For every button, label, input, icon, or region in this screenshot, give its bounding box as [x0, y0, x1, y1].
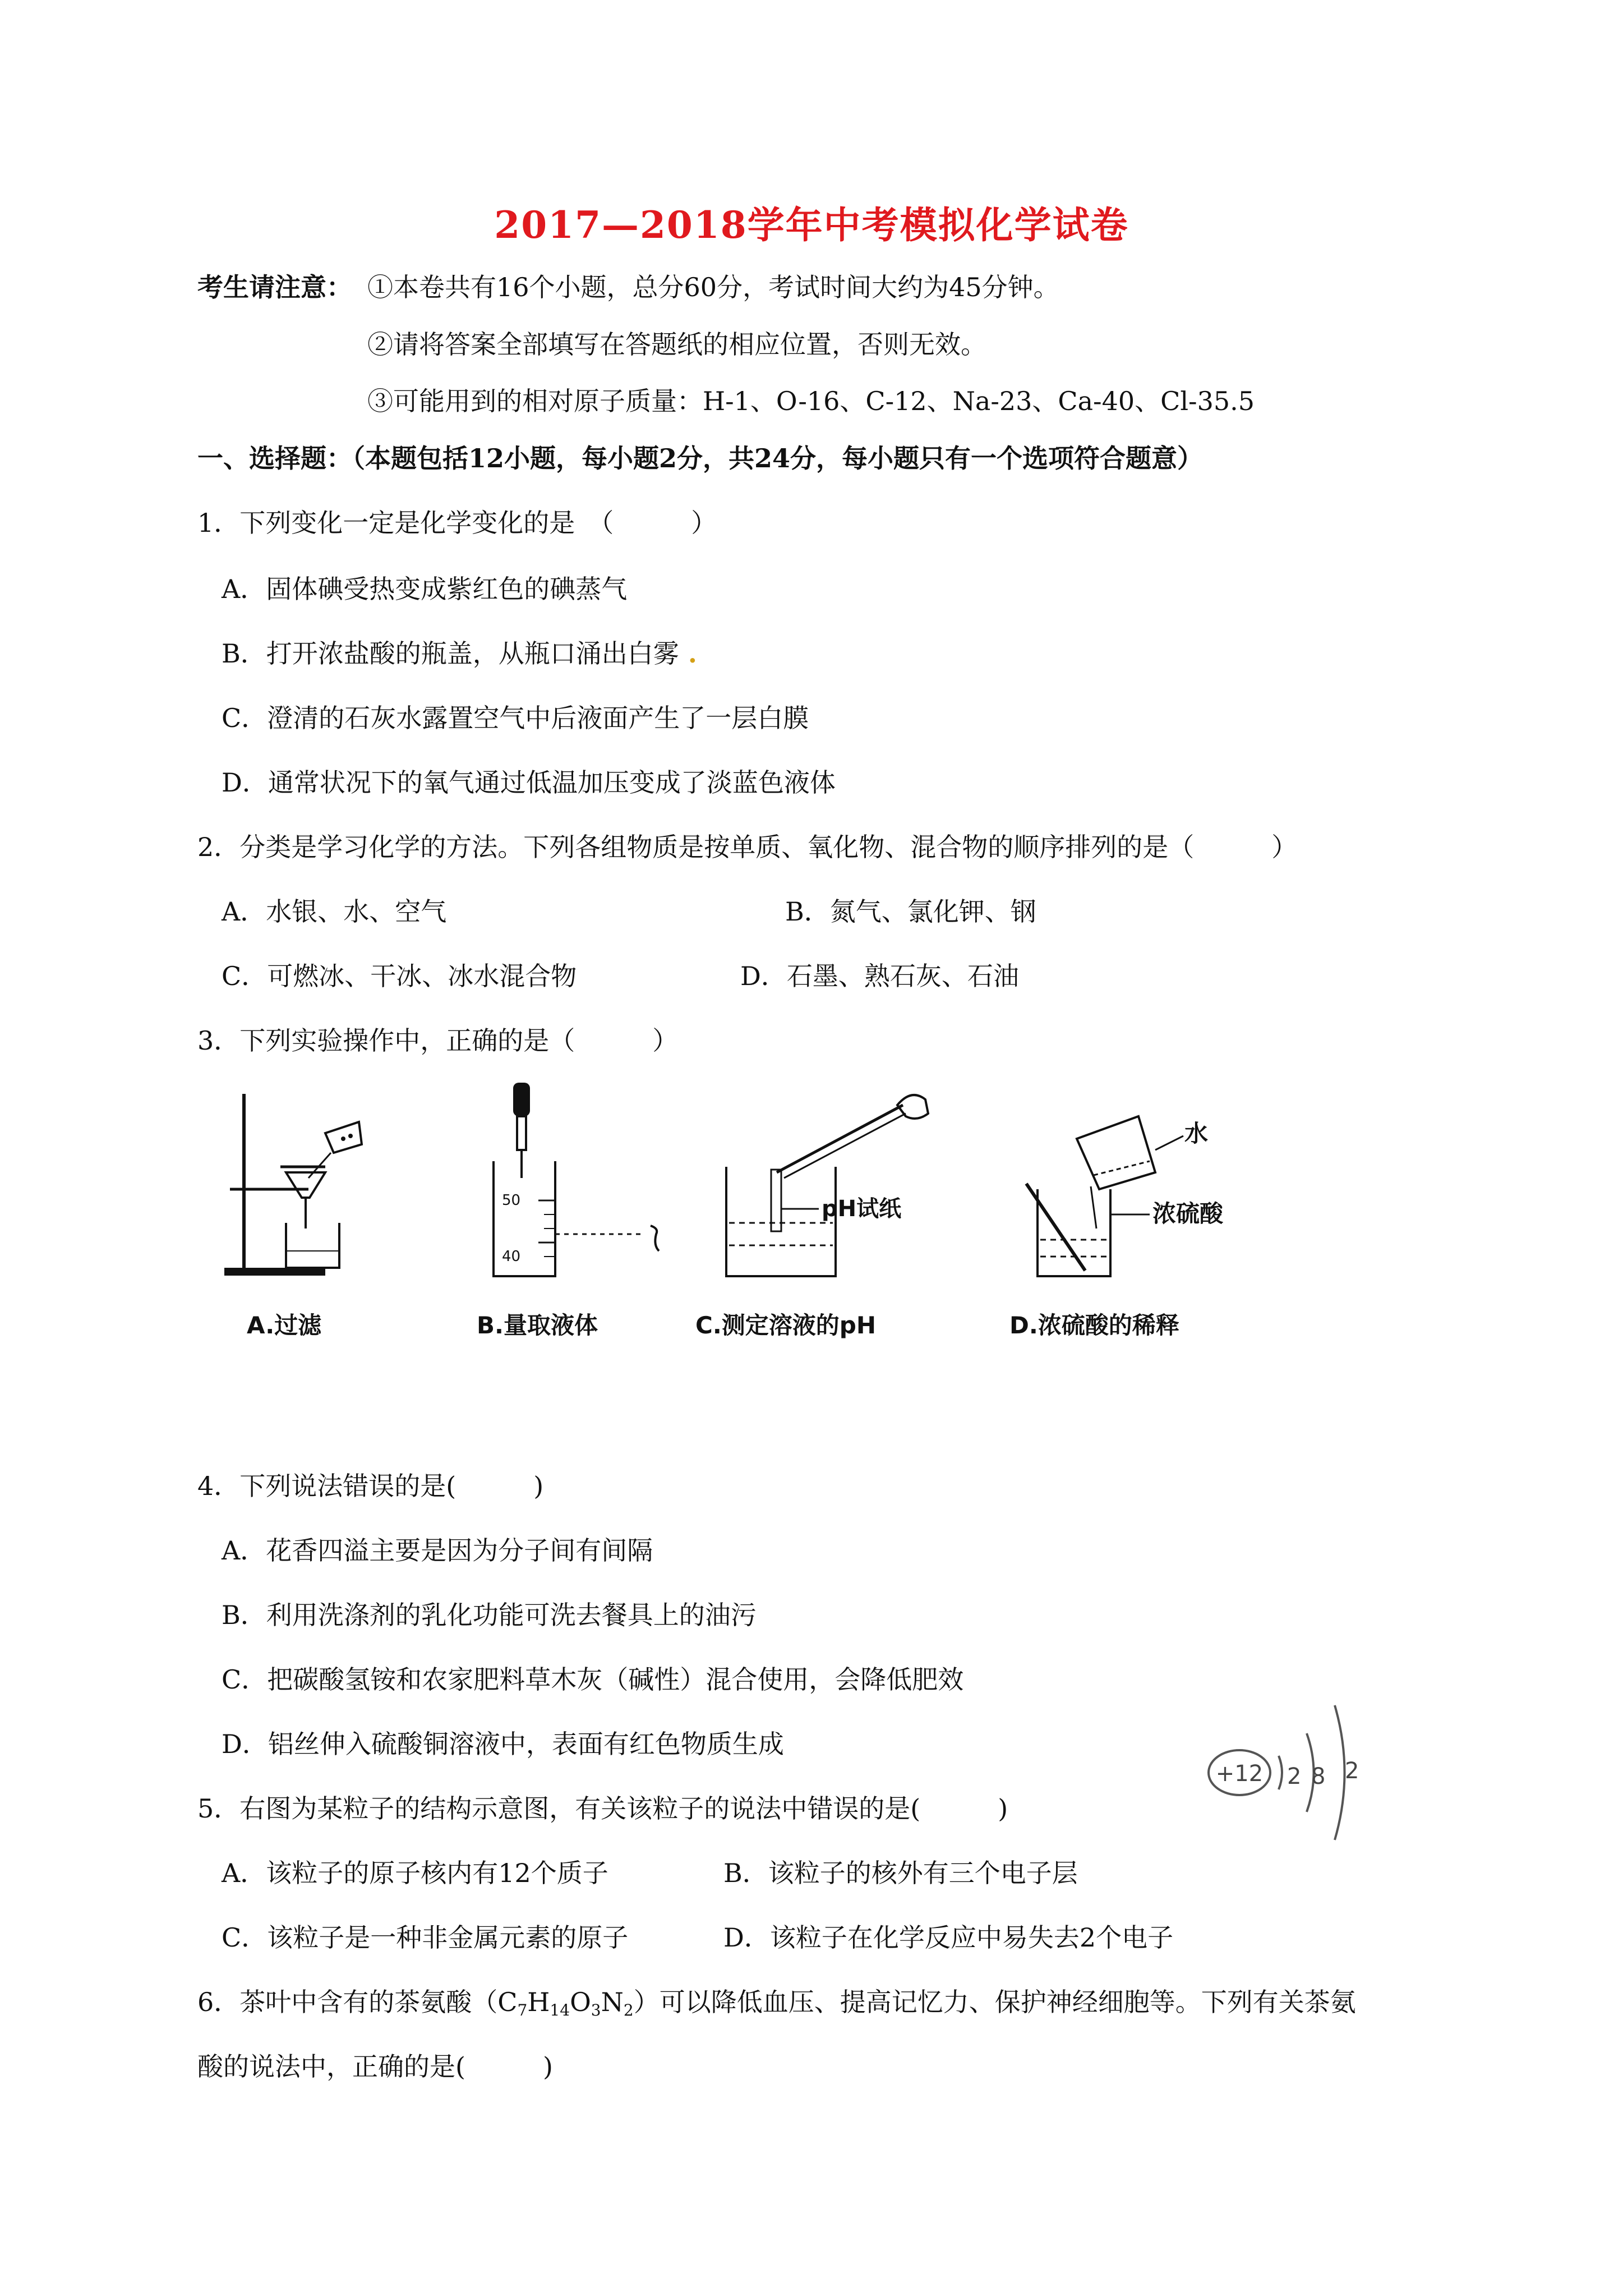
- atom-structure-diagram: [1200, 1694, 1380, 1851]
- mark-dot: .: [679, 638, 697, 669]
- q1-option-c: C．澄清的石灰水露置空气中后液面产生了一层白膜: [222, 703, 809, 733]
- formula-subscript: 14: [550, 2001, 570, 2019]
- page-title: 2017—2018学年中考模拟化学试卷: [494, 203, 1129, 247]
- notice-label: 考生请注意：: [197, 272, 352, 302]
- q2-option-b: B．氮气、氯化钾、钢: [785, 896, 1036, 927]
- figure-b-caption: B.量取液体: [477, 1312, 598, 1339]
- q5-option-b: B．该粒子的核外有三个电子层: [723, 1858, 1078, 1888]
- ph-test-figure: [718, 1083, 970, 1296]
- q1-stem: 1．下列变化一定是化学变化的是 （ ）: [197, 508, 717, 538]
- q5-option-d: D．该粒子在化学反应中易失去2个电子: [723, 1922, 1174, 1953]
- formula-element: O: [570, 1987, 591, 2017]
- figure-a-caption: A.过滤: [247, 1312, 322, 1339]
- figure-c-caption: C.测定溶液的pH: [695, 1312, 876, 1339]
- shell2-electrons: 8: [1311, 1764, 1326, 1789]
- nucleus-label: +12: [1215, 1761, 1264, 1787]
- notice-item-1: ①本卷共有16个小题，总分60分，考试时间大约为45分钟。: [367, 272, 1059, 302]
- shell1-electrons: 2: [1287, 1764, 1302, 1789]
- q2-option-a: A．水银、水、空气: [222, 896, 447, 927]
- q2-option-d: D．石墨、熟石灰、石油: [740, 961, 1019, 991]
- q2-stem: 2．分类是学习化学的方法。下列各组物质是按单质、氧化物、混合物的顺序排列的是（ ）: [197, 832, 1298, 862]
- acid-label: 浓硫酸: [1152, 1200, 1224, 1227]
- q2-option-c: C．可燃冰、干冰、冰水混合物: [222, 961, 577, 991]
- ph-paper-label: pH试纸: [822, 1196, 902, 1222]
- q4-stem: 4．下列说法错误的是( ): [197, 1471, 544, 1501]
- tick-label-40: 40: [502, 1248, 521, 1265]
- formula-subscript: 2: [623, 2001, 634, 2019]
- q1-option-a: A．固体碘受热变成紫红色的碘蒸气: [222, 574, 628, 604]
- q4-option-b: B．利用洗涤剂的乳化功能可洗去餐具上的油污: [222, 1600, 757, 1630]
- q1-option-b-text: B．打开浓盐酸的瓶盖，从瓶口涌出白雾: [222, 638, 679, 669]
- q4-option-a: A．花香四溢主要是因为分子间有间隔: [222, 1535, 653, 1566]
- q3-figures: [213, 1083, 1279, 1374]
- formula-element: N: [601, 1987, 624, 2017]
- q3-stem: 3．下列实验操作中，正确的是（ ）: [197, 1025, 679, 1056]
- q4-option-c: C．把碳酸氢铵和农家肥料草木灰（碱性）混合使用，会降低肥效: [222, 1664, 964, 1695]
- q6-stem-line2: 酸的说法中，正确的是( ): [197, 2051, 553, 2082]
- q1-option-b: [222, 638, 697, 669]
- filtration-figure: [213, 1083, 381, 1296]
- q5-option-a: A．该粒子的原子核内有12个质子: [222, 1858, 608, 1888]
- section-heading: 一、选择题：（本题包括12小题，每小题2分，共24分，每小题只有一个选项符合题意）: [197, 443, 1204, 473]
- tick-label-50: 50: [502, 1192, 521, 1209]
- notice-item-2: ②请将答案全部填写在答题纸的相应位置，否则无效。: [367, 329, 986, 360]
- shell3-electrons: 2: [1345, 1758, 1359, 1784]
- measuring-cylinder-figure: [465, 1083, 690, 1296]
- q5-stem: 5．右图为某粒子的结构示意图，有关该粒子的说法中错误的是( ): [197, 1793, 1008, 1824]
- formula-element: H: [527, 1987, 550, 2017]
- q6-stem-line1: [197, 1987, 1356, 2020]
- figure-d-caption: D.浓硫酸的稀释: [1009, 1312, 1179, 1339]
- formula-subscript: 3: [591, 2001, 601, 2019]
- dilution-figure: [1009, 1083, 1262, 1296]
- water-label: 水: [1184, 1120, 1209, 1147]
- q1-option-d: D．通常状况下的氧气通过低温加压变成了淡蓝色液体: [222, 767, 836, 798]
- formula-subscript: 7: [517, 2001, 528, 2019]
- q4-option-d: D．铝丝伸入硫酸铜溶液中，表面有红色物质生成: [222, 1729, 784, 1759]
- q6-stem-part-b: ）可以降低血压、提高记忆力、保护神经细胞等。下列有关茶氨: [633, 1987, 1356, 2017]
- q5-option-c: C．该粒子是一种非金属元素的原子: [222, 1922, 629, 1953]
- notice-item-3: ③可能用到的相对原子质量：H-1、O-16、C-12、Na-23、Ca-40、Cl-35.5: [367, 386, 1255, 416]
- q6-stem-part-a: 6．茶叶中含有的茶氨酸（C: [197, 1987, 518, 2017]
